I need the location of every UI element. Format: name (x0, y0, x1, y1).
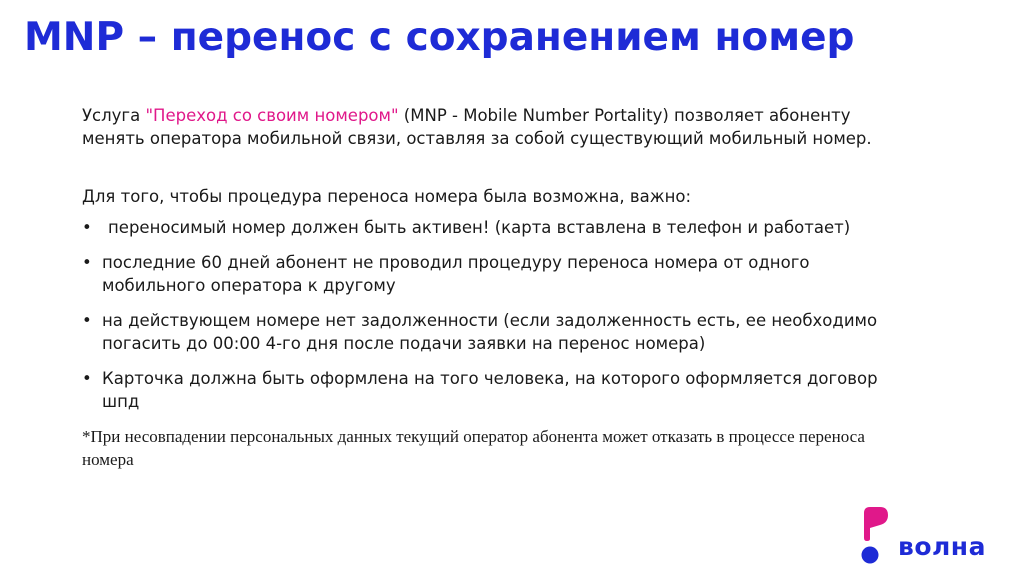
bullet-icon: • (82, 218, 92, 237)
intro-text-end: (MNP - Mobile Number Portality) позволяет абоненту менять оператора мобильной связи, оставляя за собой существующий мобильный номер. (82, 106, 872, 148)
requirement-item (82, 216, 912, 239)
bullet-icon: • (82, 253, 92, 272)
requirement-text: последние 60 дней абонент не проводил процедуру переноса номера от одного мобильного оператора к другому (102, 253, 810, 295)
requirement-text: Карточка должна быть оформлена на того человека, на которого оформляется договор шпд (102, 369, 878, 411)
logo-wordmark: волна (898, 532, 986, 561)
volna-logo (860, 495, 1010, 567)
requirement-text: на действующем номере нет задолженности (если задолженность есть, ее необходимо погасить до 00:00 4-го дня после подачи заявки на перенос номера) (102, 311, 878, 353)
slide-title: MNP – перенос с сохранением номер (24, 15, 855, 60)
logo-mark-icon (860, 505, 892, 565)
bullet-icon: • (82, 369, 92, 388)
bullet-icon: • (82, 311, 92, 330)
requirements-lead: Для того, чтобы процедура переноса номера была возможна, важно: (82, 187, 692, 206)
requirements-list (82, 216, 912, 413)
service-name: "Переход со своим номером" (145, 106, 399, 125)
requirement-text: переносимый номер должен быть активен! (карта вставлена в телефон и работает) (108, 218, 851, 237)
requirement-item (82, 251, 912, 297)
requirement-item (82, 367, 912, 413)
intro-paragraph (82, 104, 912, 150)
slide-body (82, 104, 912, 471)
intro-text-start: Услуга (82, 106, 146, 125)
footnote: *При несовпадении персональных данных текущий оператор абонента может отказать в процессе переноса номера (82, 427, 865, 469)
requirement-item (82, 309, 912, 355)
